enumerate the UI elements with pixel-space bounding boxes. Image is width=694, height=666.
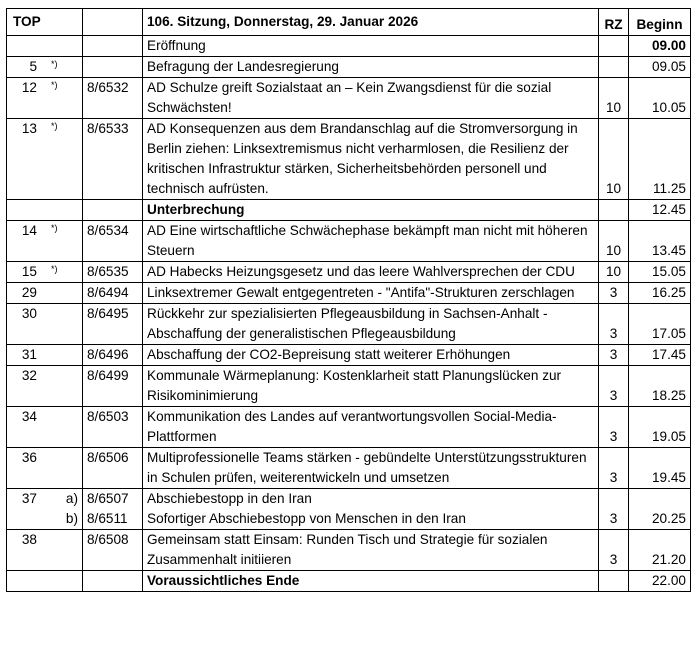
opening-row	[7, 36, 691, 57]
end-time: 22.00	[629, 571, 691, 592]
item-rz: 10	[599, 262, 629, 283]
table-row	[7, 283, 691, 304]
item-title: Abschiebestopp in den Iran	[143, 489, 599, 510]
item-rz: 3	[599, 345, 629, 366]
doc-number: 8/6499	[83, 366, 143, 407]
top-number: 15 *)	[7, 262, 83, 283]
top-number: 13 *)	[7, 119, 83, 200]
doc-number: 8/6534	[83, 221, 143, 262]
item-time: 10.05	[629, 78, 691, 119]
item-title: Kommunale Wärmeplanung: Kostenklarheit statt Planungslücken zur Risikominimierung	[143, 366, 599, 407]
table-row	[7, 407, 691, 448]
doc-number: 8/6506	[83, 448, 143, 489]
top-number: 32	[7, 366, 83, 407]
doc-number: 8/6495	[83, 304, 143, 345]
header-row	[7, 9, 691, 36]
item-title: AD Habecks Heizungsgesetz und das leere Wahlversprechen der CDU	[143, 262, 599, 283]
item-rz: 3	[599, 304, 629, 345]
table-row	[7, 57, 691, 78]
end-row	[7, 571, 691, 592]
doc-number: 8/6507	[83, 489, 143, 510]
item-title: Abschaffung der CO2-Bepreisung statt weiterer Erhöhungen	[143, 345, 599, 366]
doc-number: 8/6511	[83, 509, 143, 530]
opening-title: Eröffnung	[143, 36, 599, 57]
agenda-table	[6, 8, 691, 592]
top-number: 12 *)	[7, 78, 83, 119]
doc-number: 8/6532	[83, 78, 143, 119]
top-number: 36	[7, 448, 83, 489]
table-row	[7, 345, 691, 366]
header-session: 106. Sitzung, Donnerstag, 29. Januar 2026	[143, 9, 599, 36]
header-begin: Beginn	[629, 9, 691, 36]
item-time: 17.45	[629, 345, 691, 366]
item-title: AD Schulze greift Sozialstaat an – Kein Zwangsdienst für die sozial Schwächsten!	[143, 78, 599, 119]
doc-number: 8/6533	[83, 119, 143, 200]
item-time: 17.05	[629, 304, 691, 345]
doc-number	[83, 57, 143, 78]
item-title: Befragung der Landesregierung	[143, 57, 599, 78]
table-row	[7, 119, 691, 200]
end-title: Voraussichtliches Ende	[143, 571, 599, 592]
top-number: 37 a)	[7, 489, 83, 510]
break-time: 12.45	[629, 200, 691, 221]
item-rz: 3	[599, 448, 629, 489]
item-time: 18.25	[629, 366, 691, 407]
top-number: 34	[7, 407, 83, 448]
item-title: Kommunikation des Landes auf verantwortungsvollen Social-Media-Plattformen	[143, 407, 599, 448]
table-row	[7, 448, 691, 489]
header-top: TOP	[7, 9, 83, 36]
table-row	[7, 262, 691, 283]
item-time: 11.25	[629, 119, 691, 200]
item-time: 19.45	[629, 448, 691, 489]
item-title: Rückkehr zur spezialisierten Pflegeausbildung in Sachsen-Anhalt - Abschaffung der generalistischen Pflegeausbildung	[143, 304, 599, 345]
break-title: Unterbrechung	[143, 200, 599, 221]
table-row	[7, 509, 691, 530]
item-time: 21.20	[629, 530, 691, 571]
item-time: 16.25	[629, 283, 691, 304]
top-number: b)	[7, 509, 83, 530]
top-number: 31	[7, 345, 83, 366]
item-time: 20.25	[629, 489, 691, 530]
doc-number: 8/6535	[83, 262, 143, 283]
opening-time: 09.00	[629, 36, 691, 57]
top-number: 5 *)	[7, 57, 83, 78]
top-number: 38	[7, 530, 83, 571]
item-time: 09.05	[629, 57, 691, 78]
table-row	[7, 530, 691, 571]
item-time: 13.45	[629, 221, 691, 262]
table-row	[7, 221, 691, 262]
item-title: Sofortiger Abschiebestopp von Menschen in den Iran	[143, 509, 599, 530]
top-number: 29	[7, 283, 83, 304]
item-time: 19.05	[629, 407, 691, 448]
item-rz: 10	[599, 78, 629, 119]
item-rz: 3	[599, 283, 629, 304]
item-rz: 3	[599, 366, 629, 407]
item-rz: 3	[599, 489, 629, 530]
item-rz: 10	[599, 119, 629, 200]
item-rz: 3	[599, 530, 629, 571]
item-title: AD Konsequenzen aus dem Brandanschlag auf die Stromversorgung in Berlin ziehen: Linksextremismus nicht verharmlosen, die Resilienz der kritischen Infrastruktur stärken, Sicherheitsbehörden personell und technisch aufrüsten.	[143, 119, 599, 200]
item-title: Gemeinsam statt Einsam: Runden Tisch und Strategie für sozialen Zusammenhalt initiieren	[143, 530, 599, 571]
item-rz: 10	[599, 221, 629, 262]
top-number: 14 *)	[7, 221, 83, 262]
top-number: 30	[7, 304, 83, 345]
table-row	[7, 304, 691, 345]
item-title: AD Eine wirtschaftliche Schwächephase bekämpft man nicht mit höheren Steuern	[143, 221, 599, 262]
header-rz: RZ	[599, 9, 629, 36]
item-rz	[599, 57, 629, 78]
item-title: Linksextremer Gewalt entgegentreten - "Antifa"-Strukturen zerschlagen	[143, 283, 599, 304]
break-row	[7, 200, 691, 221]
doc-number: 8/6508	[83, 530, 143, 571]
doc-number: 8/6503	[83, 407, 143, 448]
item-time: 15.05	[629, 262, 691, 283]
doc-number: 8/6496	[83, 345, 143, 366]
table-row	[7, 366, 691, 407]
doc-number: 8/6494	[83, 283, 143, 304]
item-rz: 3	[599, 407, 629, 448]
table-row	[7, 78, 691, 119]
table-row	[7, 489, 691, 510]
item-title: Multiprofessionelle Teams stärken - gebündelte Unterstützungsstrukturen in Schulen prüfen, weiterentwickeln und umsetzen	[143, 448, 599, 489]
header-doc	[83, 9, 143, 36]
